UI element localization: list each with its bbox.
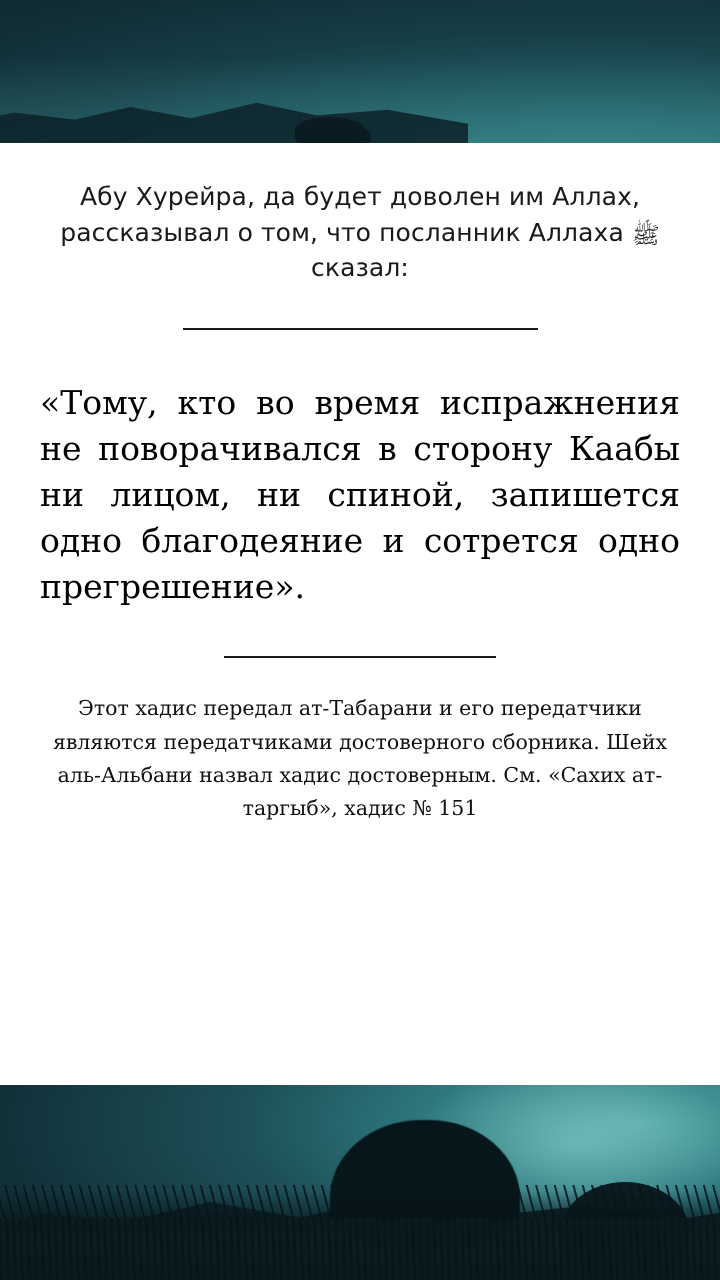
top-photo-banner [0, 0, 720, 143]
card-content [0, 143, 720, 1085]
bottom-photo-banner [0, 1085, 720, 1280]
narrator-text-start: Абу Хурейра, да будет доволен им Аллах, рассказывал о том, что посланник Аллаха [60, 182, 641, 247]
bottom-photo-grass [0, 1218, 720, 1280]
narrator-text-end: сказал: [311, 253, 409, 282]
top-photo-tree-crown-small-icon [331, 127, 371, 143]
salawat-calligraphy-icon: ﷺ [631, 222, 660, 249]
hadith-body-text: «Тому, кто во время испражнения не поворачивался в сторону Каабы ни лицом, ни спиной, запишется одно благодеяние и сотрется одно прегрешение». [40, 382, 680, 607]
divider-bottom [224, 656, 496, 658]
source-reference-text: Этот хадис передал ат-Табарани и его передатчики являются передатчиками достоверного сборника. Шейх аль-Альбани назвал хадис достоверным. См. «Сахих ат-таргыб», хадис № 151 [52, 696, 668, 821]
divider-top [183, 328, 538, 330]
narrator-paragraph [40, 179, 680, 286]
